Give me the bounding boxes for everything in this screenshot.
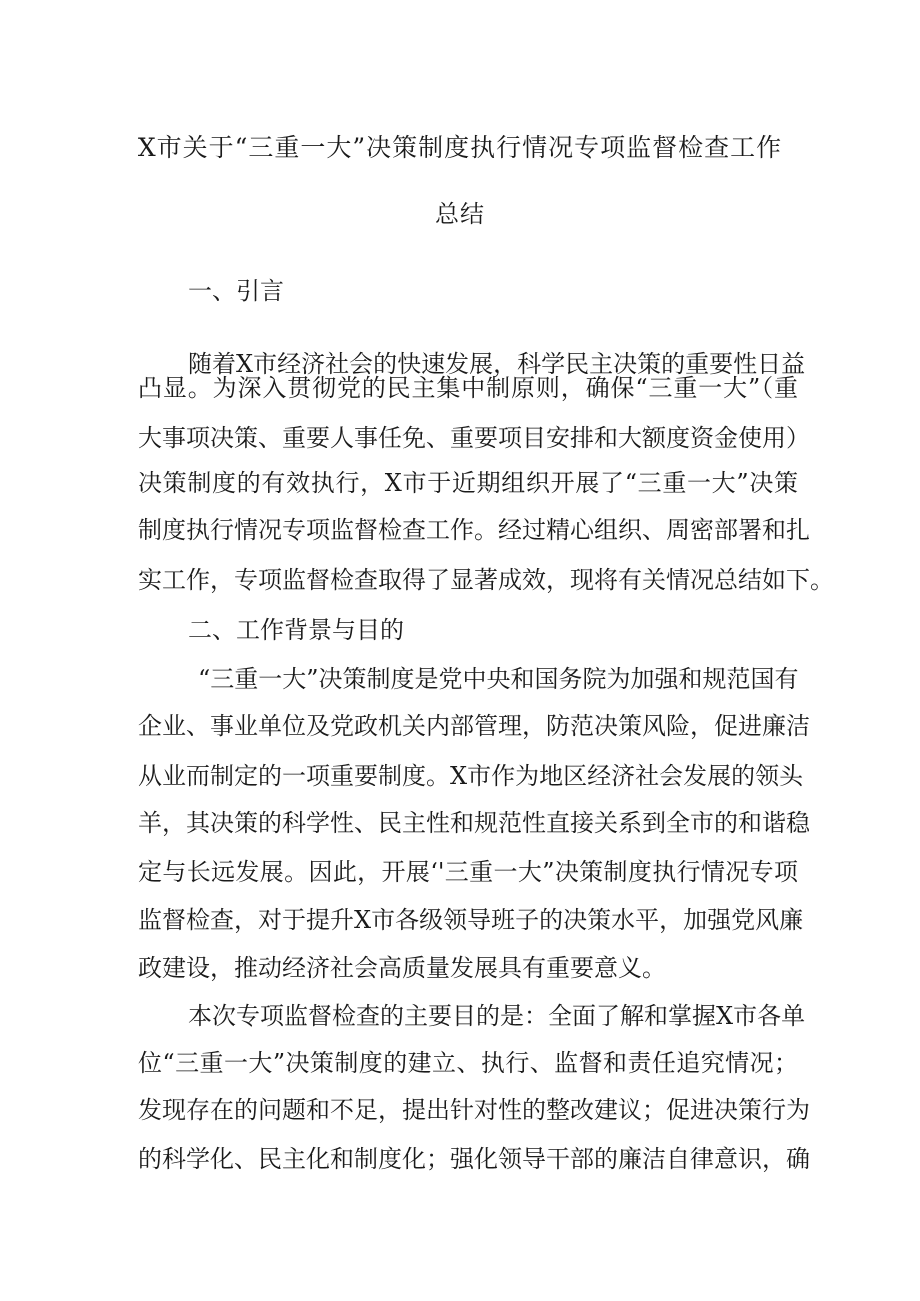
paragraph-line: 政建设，推动经济社会高质量发展具有重要意义。	[138, 954, 666, 982]
document-title-line-1: X市关于“三重一大”决策制度执行情况专项监督检查工作	[137, 133, 783, 162]
paragraph-line: “三重一大”决策制度是党中央和国务院为加强和规范国有	[198, 665, 799, 693]
section-heading-background: 二、工作背景与目的	[188, 616, 404, 644]
paragraph-line: 的科学化、民主化和制度化；强化领导干部的廉洁自律意识，确	[138, 1145, 810, 1173]
paragraph-line: 监督检查，对于提升X市各级领导班子的决策水平，加强党风廉	[138, 906, 804, 934]
paragraph-line: 凸显。为深入贯彻党的民主集中制原则，确保“三重一大”（重	[138, 374, 798, 402]
paragraph-line: 本次专项监督检查的主要目的是：全面了解和掌握X市各单	[188, 1002, 806, 1030]
paragraph-line: 随着X市经济社会的快速发展，科学民主决策的重要性日益	[188, 350, 806, 378]
paragraph-line: 决策制度的有效执行，X市于近期组织开展了“三重一大”决策	[138, 469, 798, 497]
document-title-line-2: 总结	[435, 200, 485, 228]
paragraph-line: 位“三重一大”决策制度的建立、执行、监督和责任追究情况；	[138, 1049, 798, 1077]
section-heading-introduction: 一、引言	[188, 277, 284, 305]
paragraph-line: 大事项决策、重要人事任免、重要项目安排和大额度资金使用）	[138, 424, 810, 452]
paragraph-line: 发现存在的问题和不足，提出针对性的整改建议；促进决策行为	[138, 1096, 810, 1124]
paragraph-line: 从业而制定的一项重要制度。X市作为地区经济社会发展的领头	[138, 762, 804, 790]
paragraph-line: 实工作，专项监督检查取得了显著成效，现将有关情况总结如下。	[138, 566, 834, 594]
paragraph-line: 羊，其决策的科学性、民主性和规范性直接关系到全市的和谐稳	[138, 809, 810, 837]
paragraph-line: 制度执行情况专项监督检查工作。经过精心组织、周密部署和扎	[138, 516, 810, 544]
paragraph-line: 企业、事业单位及党政机关内部管理，防范决策风险，促进廉洁	[138, 712, 810, 740]
paragraph-line: 定与长远发展。因此，开展‘'三重一大”决策制度执行情况专项	[138, 858, 798, 886]
